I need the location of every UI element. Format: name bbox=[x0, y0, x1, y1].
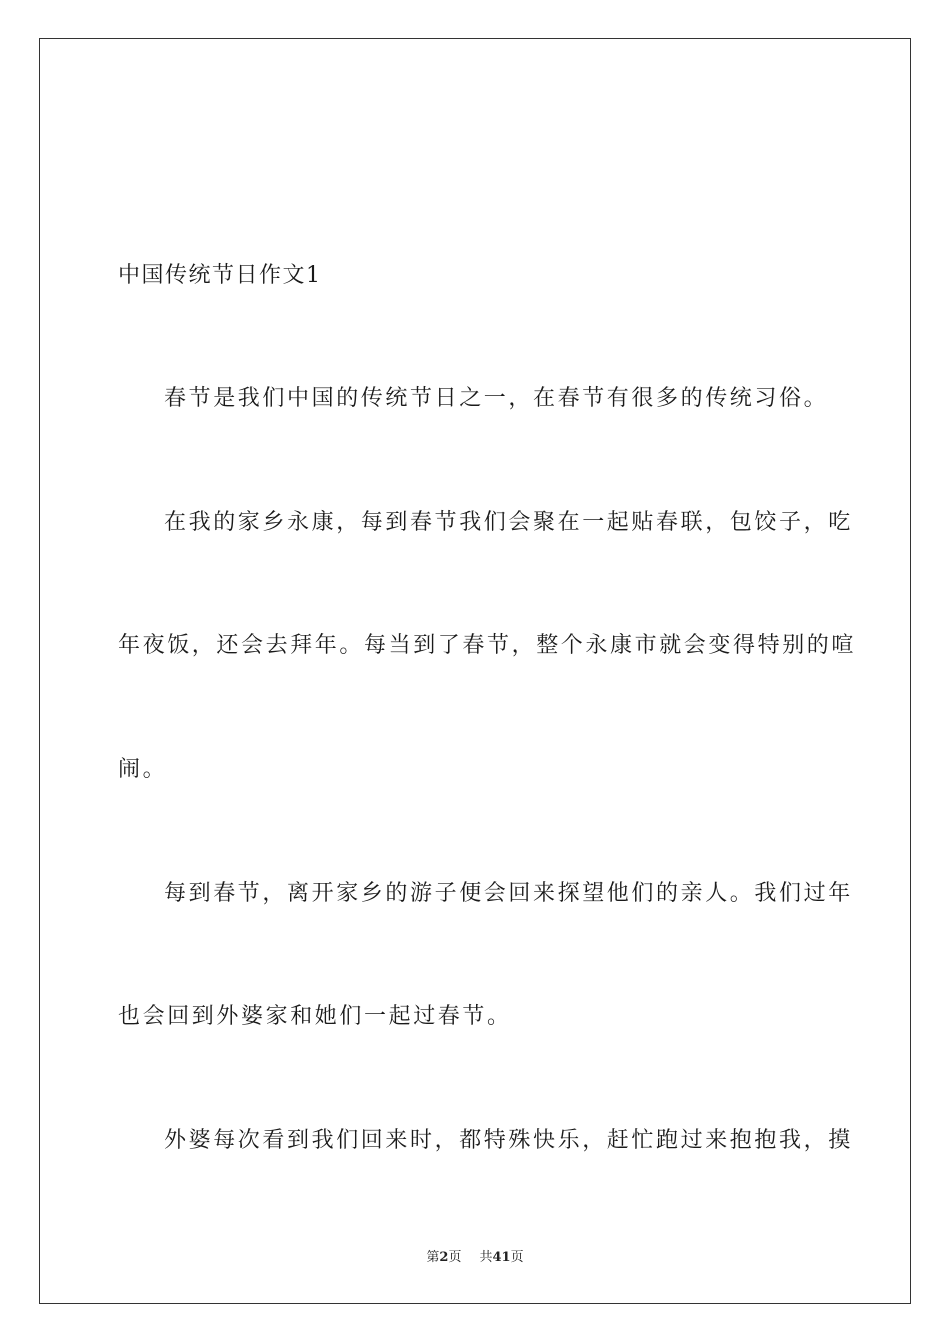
page-number: 2 bbox=[439, 1250, 449, 1265]
document-title: 中国传统节日作文1 bbox=[118, 263, 322, 288]
paragraph-line: 外婆每次看到我们回来时，都特殊快乐，赶忙跑过来抱抱我，摸 bbox=[164, 1128, 853, 1153]
paragraph-line: 也会回到外婆家和她们一起过春节。 bbox=[118, 1004, 512, 1029]
page-footer bbox=[0, 1250, 950, 1266]
total-prefix: 共 bbox=[479, 1250, 493, 1265]
total-pages: 41 bbox=[492, 1250, 511, 1265]
page-prefix: 第 bbox=[426, 1250, 440, 1265]
paragraph-line: 闹。 bbox=[118, 757, 168, 782]
page-border bbox=[39, 38, 911, 1304]
page-suffix: 页 bbox=[448, 1250, 462, 1265]
paragraph-line: 每到春节，离开家乡的游子便会回来探望他们的亲人。我们过年 bbox=[164, 881, 853, 906]
paragraph-line: 春节是我们中国的传统节日之一，在春节有很多的传统习俗。 bbox=[164, 386, 829, 411]
paragraph-line: 在我的家乡永康，每到春节我们会聚在一起贴春联，包饺子，吃 bbox=[164, 510, 853, 535]
total-suffix: 页 bbox=[510, 1250, 524, 1265]
paragraph-line: 年夜饭，还会去拜年。每当到了春节，整个永康市就会变得特别的喧 bbox=[118, 633, 857, 658]
